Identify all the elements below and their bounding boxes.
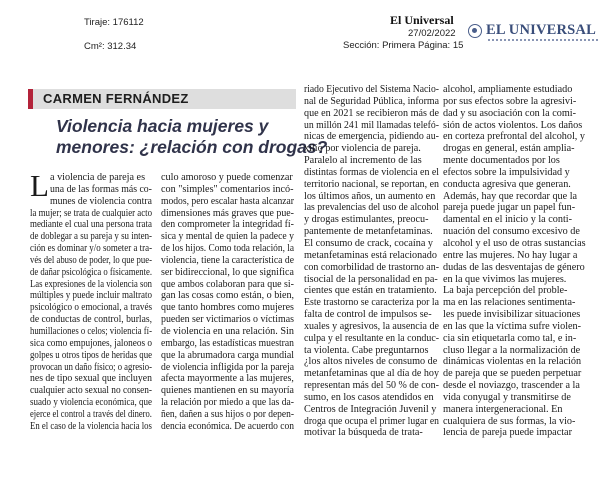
article-line: a violencia de pareja es: [50, 172, 146, 183]
article-line: metanfetaminas que al día de hoy: [304, 368, 440, 380]
article-line: de violencia infligida por la pareja: [161, 361, 295, 373]
article-line: y drogas estimulantes, preocu-: [304, 214, 429, 226]
article-line: entre las mujeres. No hay lugar a: [443, 249, 578, 261]
article-line: manera intergeneracional. En: [443, 403, 563, 415]
article-line: ser bidireccional, lo que significa: [161, 266, 294, 278]
article-line: culpa y el resultante en la conduc-: [304, 332, 439, 344]
article-line: los últimos años, un aumento en: [304, 190, 436, 202]
headline-line: menores: ¿relación con drogas?: [56, 137, 328, 157]
article-line: nuación del consumo excesivo de: [443, 226, 580, 238]
author-bar: [28, 89, 296, 109]
drop-cap: L: [30, 168, 49, 203]
article-line: psicológico o emocional, a través: [30, 302, 153, 314]
article-line: de los hijos. Como toda relación, la: [161, 243, 295, 255]
section-page-label: Sección: Primera Página: 15: [343, 40, 464, 51]
article-line: distintas formas de violencia en el: [304, 166, 440, 178]
article-line: drogas en general, están amplia-: [443, 143, 575, 155]
article-line: en la que vivimos las mujeres.: [443, 273, 567, 285]
article-line: Además, hay que recordar que la: [443, 190, 578, 202]
article-line: quienes mantienen en su mayoría: [161, 385, 294, 397]
article-line: xuales y agresivos, la ausencia de: [304, 320, 440, 332]
el-universal-logo: [468, 22, 602, 48]
article-line: la relación por miedo a que las da-: [161, 397, 295, 409]
article-line: En el caso de la violencia hacia los: [30, 420, 152, 432]
article-line: de pareja que se pueden perpetuar: [443, 368, 582, 380]
publication-name: El Universal: [390, 13, 454, 27]
article-line: sumo, en los casos atendidos en: [304, 391, 434, 403]
article-line: la mujer; se trata de cualquier acto: [30, 207, 153, 219]
article-line: cia sin etiquetarla como tal, e in-: [443, 332, 577, 344]
article-line: con "simples" comentarios incó-: [161, 183, 294, 195]
article-line: que la abrumadora carga mundial: [161, 349, 295, 361]
article-line: nicas de emergencia, pidiendo au-: [304, 131, 439, 143]
area-cm2-label: Cm²: 312.34: [84, 41, 137, 52]
article-line: embargo, las estadísticas muestran: [161, 337, 294, 349]
article-line: xilio por violencia de pareja.: [304, 143, 421, 155]
article-line: ñen, dañen a sus hijos o por depen-: [161, 408, 295, 420]
article-line: ejerce el control a través del dinero.: [30, 408, 152, 420]
article-line: conducta agresiva que generan.: [443, 178, 571, 190]
headline-line: Violencia hacia mujeres y: [56, 116, 269, 136]
article-line: ta violenta. Cabe preguntarnos: [304, 344, 429, 356]
article-line: dudas de las desventajas de género: [443, 261, 585, 273]
article-line: pantemente de metanfetaminas.: [304, 226, 433, 238]
article-line: droga que ocupa el primer lugar en: [304, 415, 440, 427]
article-line: nal de Seguridad Pública, informa: [304, 95, 440, 107]
article-line: lencia de pareja puede impactar: [443, 427, 572, 439]
article-line: que tanto hombres como mujeres: [161, 302, 294, 314]
article-line: de violencia en una relación. Sin: [161, 325, 294, 337]
article-line: dencia económica. De acuerdo con: [161, 420, 295, 432]
article-line: cluso llegar a la normalización de: [443, 344, 581, 356]
article-column-1: [30, 168, 153, 433]
article-line: riado Ejecutivo del Sistema Nacio-: [304, 84, 440, 95]
article-line: alcohol y el uso de otras sustancias: [443, 237, 586, 249]
article-line: en las que la víctima sufre violen-: [443, 320, 582, 332]
article-column-3: [304, 84, 439, 439]
article-line: gan las cosas como están, o bien,: [161, 290, 295, 302]
article-line: vida conyugal y transmitirse de: [443, 391, 571, 403]
article-line: pueden ser victimarios o víctimas: [161, 314, 294, 326]
article-line: mediante el cual una persona trata: [30, 219, 152, 231]
headline: [56, 116, 328, 158]
article-line: falta de control de impulsos se-: [304, 309, 432, 321]
article-line: sica y mental de quien la padece y: [161, 231, 295, 243]
logo-globe-icon: [468, 24, 482, 38]
logo-tagline-rule: [488, 39, 600, 41]
article-line: las prevalencias del uso de alcohol: [304, 202, 439, 214]
article-line: mente documentados por los: [443, 155, 560, 167]
article-line: vés del abuso de poder, lo que pue-: [30, 254, 152, 266]
article-line: tisocial de la personalidad en pa-: [304, 273, 438, 285]
article-line: motivar la búsqueda de trata-: [304, 427, 423, 439]
article-line: La baja percepción del proble-: [443, 285, 568, 297]
article-line: dinámicas violentas en la relación: [443, 356, 582, 368]
article-line: culo amoroso y puede comenzar: [161, 172, 293, 183]
article-line: sión de actos violentos. Los daños: [443, 119, 583, 131]
article-line: Paralelo al incremento de las: [304, 155, 422, 167]
article-line: cientes que están en tratamiento.: [304, 285, 437, 297]
article-line: modos, pero escalar hasta alcanzar: [161, 195, 294, 207]
article-line: un millón 241 mil llamadas telefó-: [304, 119, 439, 131]
article-line: múltiples y puede incluir maltrato: [30, 290, 153, 302]
article-line: les puede invisibilizar situaciones: [443, 309, 581, 321]
article-line: que ambos colaboran para que si-: [161, 278, 294, 290]
article-line: de conductas de control, burlas,: [30, 314, 153, 326]
article-line: violencia, tiene la característica de: [161, 254, 294, 266]
article-line: de dañar psicológica o físicamente.: [30, 266, 153, 278]
article-line: golpes u otros tipos de heridas que: [30, 349, 153, 361]
article-line: en corteza prefrontal del alcohol, y: [443, 131, 585, 143]
article-line: El consumo de crack, cocaína y: [304, 237, 433, 249]
logo-wordmark: EL UNIVERSAL: [486, 22, 596, 38]
article-line: con comorbilidad de trastorno an-: [304, 261, 440, 273]
article-line: por sus efectos sobre la agresivi-: [443, 95, 577, 107]
article-line: sica como empujones, jaloneos o: [30, 337, 153, 349]
article-line: de doblegar a su pareja y su inten-: [30, 231, 153, 243]
article-line: cualquiera de sus formas, la vio-: [443, 415, 576, 427]
article-line: suado y violencia económica, que: [30, 397, 153, 409]
article-line: representan más del 50 % de con-: [304, 380, 440, 392]
article-line: ¿los altos niveles de consumo de: [304, 356, 438, 368]
article-line: dimensiones más graves que pue-: [161, 207, 294, 219]
article-line: ma en las relaciones sentimenta-: [443, 297, 576, 309]
article-column-2: [161, 172, 294, 433]
author-name: CARMEN FERNÁNDEZ: [43, 91, 189, 106]
article-line: afecta mayormente a las mujeres,: [161, 373, 294, 385]
article-line: nes de tipo sexual que incluyen: [30, 373, 152, 385]
article-line: pareja puede jugar un papel fun-: [443, 202, 576, 214]
article-line: que en 2021 se recibieron más de: [304, 107, 439, 119]
article-line: munes de violencia contra: [50, 195, 152, 207]
article-line: alcohol, ampliamente estudiado: [443, 84, 573, 95]
article-line: provocan un daño físico; o agresio-: [30, 361, 152, 373]
article-line: den comprometer la integridad fí-: [161, 219, 294, 231]
article-column-4: [443, 84, 595, 439]
article-line: damental en el inicio y la conti-: [443, 214, 572, 226]
article-line: metanfetaminas está relacionado: [304, 249, 437, 261]
tiraje-label: Tiraje: 176112: [84, 17, 144, 28]
article-line: territorio nacional, se reportan, en: [304, 178, 440, 190]
article-line: una de las formas más co-: [50, 183, 152, 195]
article-line: Este trastorno se caracteriza por la: [304, 297, 439, 309]
article-line: efectos sobre la impulsividad y: [443, 166, 570, 178]
article-line: cualquier acto sexual no consen-: [30, 385, 153, 397]
article-line: desde el noviazgo, trascender a la: [443, 380, 580, 392]
publication-date: 27/02/2022: [408, 28, 456, 39]
article-line: dad y su asociación con la comi-: [443, 107, 576, 119]
article-line: ción es dominar y/o someter a tra-: [30, 243, 153, 255]
article-line: humillaciones o celos; violencia fí-: [30, 325, 152, 337]
article-line: Las expresiones de la violencia son: [30, 278, 152, 290]
article-line: Centros de Integración Juvenil y: [304, 403, 437, 415]
